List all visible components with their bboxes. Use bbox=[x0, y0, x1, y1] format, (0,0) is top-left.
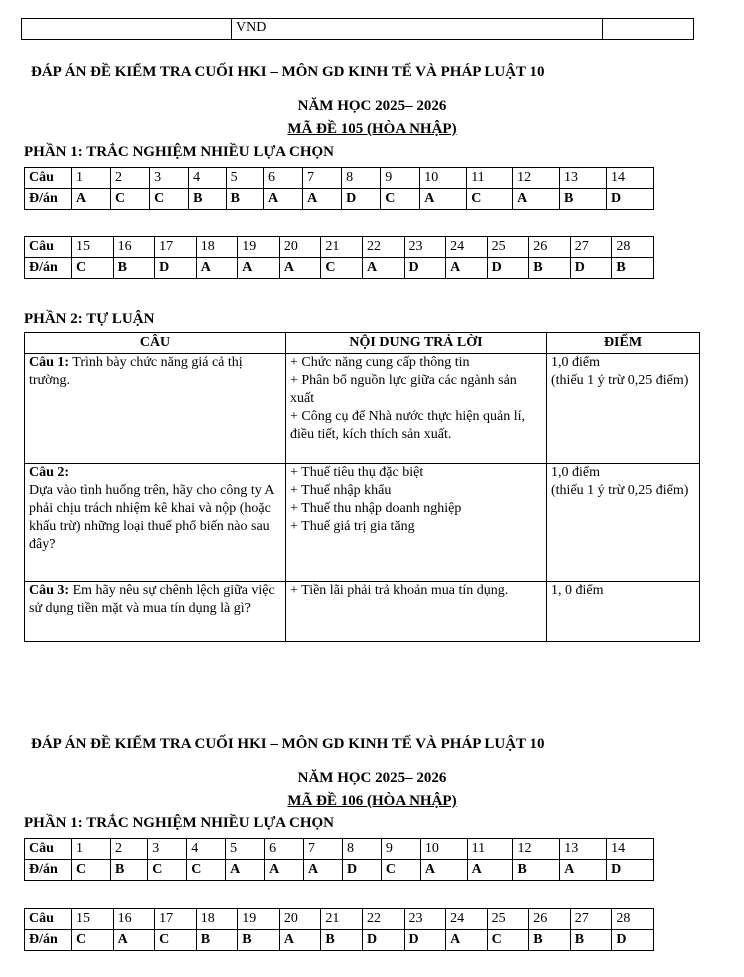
question-number-cell: 7 bbox=[303, 168, 342, 189]
answer-cell: B bbox=[321, 930, 363, 951]
part1-title-105: PHẦN 1: TRẮC NGHIỆM NHIỀU LỰA CHỌN bbox=[24, 144, 335, 160]
answer-cell: B bbox=[513, 860, 560, 881]
question-number-cell: 8 bbox=[342, 839, 381, 860]
question-number-cell: 27 bbox=[570, 237, 612, 258]
question-number-cell: 19 bbox=[238, 909, 280, 930]
essay-question-label: Câu 2: bbox=[29, 465, 70, 480]
answer-cell: A bbox=[226, 860, 265, 881]
answer-key-heading-106: ĐÁP ÁN ĐỀ KIỂM TRA CUỐI HKI – MÔN GD KINH TẾ VÀ PHÁP LUẬT 10 bbox=[31, 736, 545, 752]
answer-cell: A bbox=[420, 189, 467, 210]
answer-cell: A bbox=[196, 258, 238, 279]
question-number-cell: 18 bbox=[196, 909, 238, 930]
answer-cell: A bbox=[72, 189, 111, 210]
essay-content-cell bbox=[286, 582, 547, 642]
answer-cell: A bbox=[264, 189, 303, 210]
question-number-cell: 17 bbox=[155, 237, 197, 258]
answer-label: Đ/án bbox=[25, 930, 72, 951]
essay-content-line: + Thuế giá trị gia tăng bbox=[290, 519, 415, 534]
question-row bbox=[25, 839, 654, 860]
answer-cell: A bbox=[279, 258, 321, 279]
top-table bbox=[21, 18, 694, 40]
essay-points-cell bbox=[547, 582, 700, 642]
essay-content-line: + Công cụ để Nhà nước thực hiện quản lí, điều tiết, kích thích sản xuất. bbox=[290, 409, 525, 442]
part2-title-105: PHẦN 2: TỰ LUẬN bbox=[24, 311, 155, 327]
essay-question-text: Trình bày chức năng giá cả thị trường. bbox=[29, 355, 243, 388]
answer-cell: D bbox=[404, 258, 446, 279]
answer-cell: A bbox=[265, 860, 304, 881]
question-number-cell: 8 bbox=[342, 168, 381, 189]
answer-cell: D bbox=[612, 930, 654, 951]
answer-cell: A bbox=[446, 930, 488, 951]
essay-question-cell bbox=[25, 354, 286, 464]
answer-cell: A bbox=[467, 860, 513, 881]
answer-cell: D bbox=[607, 189, 654, 210]
essay-header-content: NỘI DUNG TRẢ LỜI bbox=[286, 333, 547, 354]
question-number-cell: 15 bbox=[72, 237, 114, 258]
question-row bbox=[25, 168, 654, 189]
mc-table-106-b bbox=[24, 908, 654, 951]
essay-content-line: + Thuế nhập khẩu bbox=[290, 483, 392, 498]
top-cell-3 bbox=[603, 19, 694, 40]
question-number-cell: 4 bbox=[187, 839, 226, 860]
answer-cell: B bbox=[529, 930, 571, 951]
question-number-cell: 14 bbox=[607, 839, 654, 860]
answer-cell: A bbox=[238, 258, 280, 279]
question-number-cell: 3 bbox=[148, 839, 187, 860]
answer-cell: B bbox=[189, 189, 226, 210]
essay-table-105 bbox=[24, 332, 700, 642]
essay-question-cell bbox=[25, 582, 286, 642]
answer-cell: A bbox=[113, 930, 155, 951]
answer-cell: D bbox=[404, 930, 446, 951]
answer-cell: D bbox=[342, 189, 381, 210]
exam-code-106: MÃ ĐỀ 106 (HÒA NHẬP) bbox=[287, 793, 457, 809]
mc-table-105-a bbox=[24, 167, 654, 210]
question-number-cell: 5 bbox=[226, 168, 263, 189]
part1-title-106: PHẦN 1: TRẮC NGHIỆM NHIỀU LỰA CHỌN bbox=[24, 815, 335, 831]
essay-content-cell bbox=[286, 354, 547, 464]
question-number-cell: 2 bbox=[111, 168, 150, 189]
answer-cell: C bbox=[155, 930, 197, 951]
question-label: Câu bbox=[25, 237, 72, 258]
question-number-cell: 25 bbox=[487, 237, 529, 258]
essay-header-row bbox=[25, 333, 700, 354]
essay-content-line: + Phân bổ nguồn lực giữa các ngành sản xuất bbox=[290, 373, 517, 406]
question-number-cell: 21 bbox=[321, 237, 363, 258]
question-number-cell: 19 bbox=[238, 237, 280, 258]
essay-points-line: 1,0 điểm bbox=[551, 355, 600, 370]
answer-cell: C bbox=[321, 258, 363, 279]
answer-cell: A bbox=[303, 189, 342, 210]
essay-header-points: ĐIỂM bbox=[547, 333, 700, 354]
essay-header-question: CÂU bbox=[25, 333, 286, 354]
school-year-105: NĂM HỌC 2025– 2026 bbox=[297, 98, 447, 114]
question-number-cell: 25 bbox=[487, 909, 529, 930]
question-number-cell: 1 bbox=[72, 168, 111, 189]
answer-cell: C bbox=[72, 860, 111, 881]
answer-cell: D bbox=[487, 258, 529, 279]
question-number-cell: 23 bbox=[404, 237, 446, 258]
answer-key-heading-105: ĐÁP ÁN ĐỀ KIỂM TRA CUỐI HKI – MÔN GD KINH TẾ VÀ PHÁP LUẬT 10 bbox=[31, 64, 545, 80]
answer-cell: B bbox=[238, 930, 280, 951]
question-number-cell: 20 bbox=[279, 237, 321, 258]
top-cell-2: VND bbox=[232, 19, 603, 40]
answer-cell: D bbox=[342, 860, 381, 881]
answer-cell: A bbox=[446, 258, 488, 279]
question-number-cell: 11 bbox=[467, 839, 513, 860]
question-number-cell: 9 bbox=[381, 839, 420, 860]
answer-cell: B bbox=[529, 258, 571, 279]
top-table-row bbox=[22, 19, 694, 40]
essay-row bbox=[25, 582, 700, 642]
question-number-cell: 6 bbox=[265, 839, 304, 860]
question-number-cell: 27 bbox=[570, 909, 612, 930]
essay-points-line: 1,0 điểm bbox=[551, 465, 600, 480]
answer-row bbox=[25, 189, 654, 210]
question-number-cell: 22 bbox=[362, 909, 404, 930]
answer-cell: A bbox=[560, 860, 607, 881]
question-number-cell: 16 bbox=[113, 237, 155, 258]
answer-cell: C bbox=[150, 189, 189, 210]
question-number-cell: 5 bbox=[226, 839, 265, 860]
question-number-cell: 6 bbox=[264, 168, 303, 189]
answer-label: Đ/án bbox=[25, 258, 72, 279]
answer-row bbox=[25, 860, 654, 881]
question-number-cell: 24 bbox=[446, 909, 488, 930]
question-number-cell: 10 bbox=[420, 839, 467, 860]
question-label: Câu bbox=[25, 909, 72, 930]
answer-row bbox=[25, 930, 654, 951]
question-number-cell: 21 bbox=[321, 909, 363, 930]
mc-table-106-a bbox=[24, 838, 654, 881]
question-number-cell: 22 bbox=[362, 237, 404, 258]
question-row bbox=[25, 237, 654, 258]
question-number-cell: 26 bbox=[529, 909, 571, 930]
question-label: Câu bbox=[25, 168, 72, 189]
school-year-106: NĂM HỌC 2025– 2026 bbox=[297, 770, 447, 786]
answer-label: Đ/án bbox=[25, 860, 72, 881]
answer-cell: B bbox=[226, 189, 263, 210]
question-number-cell: 2 bbox=[110, 839, 147, 860]
answer-cell: C bbox=[111, 189, 150, 210]
question-number-cell: 16 bbox=[113, 909, 155, 930]
question-number-cell: 1 bbox=[72, 839, 111, 860]
essay-question-cell bbox=[25, 464, 286, 582]
answer-cell: A bbox=[362, 258, 404, 279]
question-number-cell: 26 bbox=[529, 237, 571, 258]
essay-row bbox=[25, 354, 700, 464]
answer-cell: C bbox=[381, 860, 420, 881]
question-number-cell: 23 bbox=[404, 909, 446, 930]
question-number-cell: 15 bbox=[72, 909, 114, 930]
answer-cell: C bbox=[148, 860, 187, 881]
essay-row bbox=[25, 464, 700, 582]
essay-points-cell bbox=[547, 464, 700, 582]
answer-cell: B bbox=[612, 258, 654, 279]
question-row bbox=[25, 909, 654, 930]
answer-cell: C bbox=[487, 930, 529, 951]
answer-label: Đ/án bbox=[25, 189, 72, 210]
answer-cell: B bbox=[570, 930, 612, 951]
question-number-cell: 3 bbox=[150, 168, 189, 189]
essay-content-line: + Chức năng cung cấp thông tin bbox=[290, 355, 470, 370]
answer-cell: D bbox=[607, 860, 654, 881]
answer-row bbox=[25, 258, 654, 279]
answer-cell: C bbox=[467, 189, 513, 210]
essay-question-label: Câu 1: bbox=[29, 355, 70, 370]
exam-code-105: MÃ ĐỀ 105 (HÒA NHẬP) bbox=[287, 121, 457, 137]
answer-cell: A bbox=[304, 860, 343, 881]
question-number-cell: 18 bbox=[196, 237, 238, 258]
question-number-cell: 4 bbox=[189, 168, 226, 189]
essay-question-label: Câu 3: bbox=[29, 583, 70, 598]
answer-cell: A bbox=[420, 860, 467, 881]
question-label: Câu bbox=[25, 839, 72, 860]
question-number-cell: 17 bbox=[155, 909, 197, 930]
question-number-cell: 24 bbox=[446, 237, 488, 258]
answer-cell: D bbox=[362, 930, 404, 951]
answer-cell: C bbox=[72, 258, 114, 279]
essay-content-line: + Thuế tiêu thụ đặc biệt bbox=[290, 465, 424, 480]
essay-points-line: (thiếu 1 ý trừ 0,25 điểm) bbox=[551, 373, 689, 388]
essay-content-cell bbox=[286, 464, 547, 582]
question-number-cell: 13 bbox=[560, 168, 607, 189]
question-number-cell: 12 bbox=[513, 168, 560, 189]
answer-cell: A bbox=[279, 930, 321, 951]
answer-cell: D bbox=[155, 258, 197, 279]
question-number-cell: 28 bbox=[612, 909, 654, 930]
answer-cell: B bbox=[560, 189, 607, 210]
question-number-cell: 28 bbox=[612, 237, 654, 258]
answer-cell: D bbox=[570, 258, 612, 279]
answer-cell: B bbox=[113, 258, 155, 279]
answer-cell: C bbox=[381, 189, 420, 210]
essay-question-text: Em hãy nêu sự chênh lệch giữa việc sử dụng tiền mặt và mua tín dụng là gì? bbox=[29, 583, 275, 616]
question-number-cell: 14 bbox=[607, 168, 654, 189]
question-number-cell: 20 bbox=[279, 909, 321, 930]
question-number-cell: 13 bbox=[560, 839, 607, 860]
question-number-cell: 7 bbox=[304, 839, 343, 860]
essay-points-line: (thiếu 1 ý trừ 0,25 điểm) bbox=[551, 483, 689, 498]
question-number-cell: 9 bbox=[381, 168, 420, 189]
answer-cell: A bbox=[513, 189, 560, 210]
mc-table-105-b bbox=[24, 236, 654, 279]
question-number-cell: 10 bbox=[420, 168, 467, 189]
essay-question-text: Dựa vào tình huống trên, hãy cho công ty A phải chịu trách nhiệm kê khai và nộp (hoặc khấu trừ) những loại thuế phổ biến nào sau đây? bbox=[29, 483, 274, 552]
question-number-cell: 12 bbox=[513, 839, 560, 860]
top-cell-1 bbox=[22, 19, 232, 40]
answer-cell: B bbox=[110, 860, 147, 881]
answer-cell: B bbox=[196, 930, 238, 951]
question-number-cell: 11 bbox=[467, 168, 513, 189]
answer-cell: C bbox=[72, 930, 114, 951]
essay-content-line: + Tiền lãi phải trả khoản mua tín dụng. bbox=[290, 583, 509, 598]
essay-content-line: + Thuế thu nhập doanh nghiệp bbox=[290, 501, 462, 516]
essay-points-cell bbox=[547, 354, 700, 464]
essay-points-line: 1, 0 điểm bbox=[551, 583, 604, 598]
answer-cell: C bbox=[187, 860, 226, 881]
